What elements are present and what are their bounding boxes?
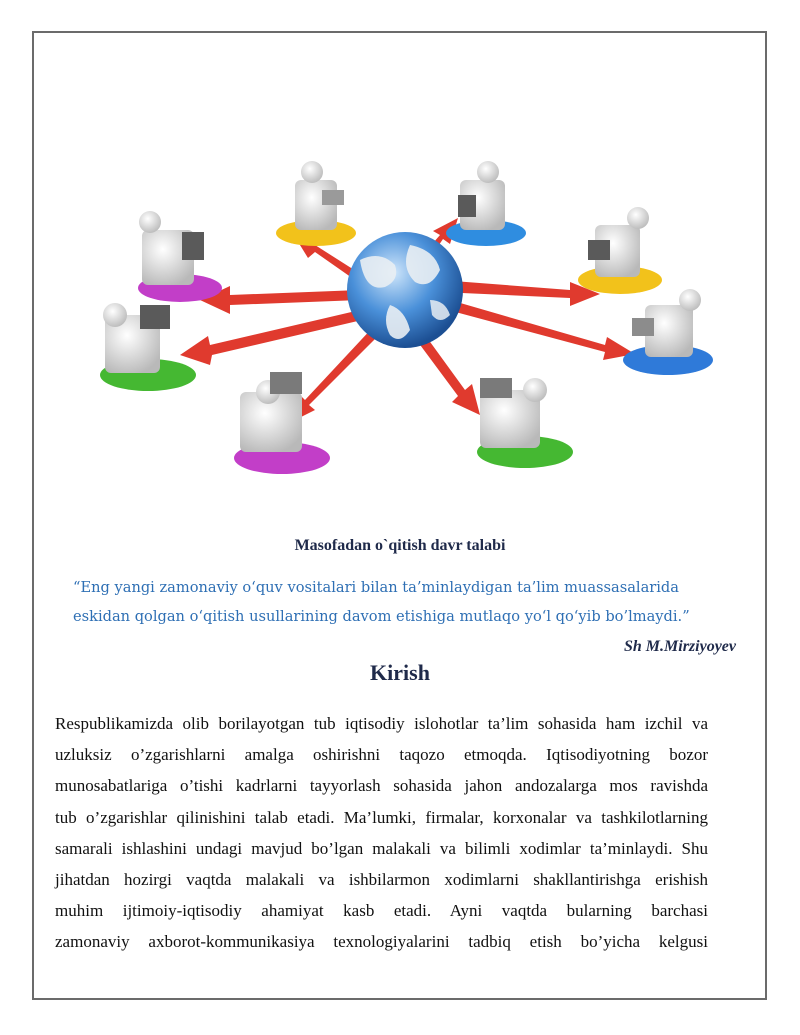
user-platform [623,289,713,375]
paragraph-line: jihatdan hozirgi vaqtda malakali va ishbilarmon xodimlarni shakllantirishga erishish [55,870,708,890]
paragraph-line: munosabatlariga o’tishi kadrlarni tayyorlash sohasida jahon andozalarga mos ravishda [55,776,708,796]
image-caption: Masofadan o`qitish davr talabi [294,537,506,554]
body-paragraph [55,708,708,958]
paragraph-line: zamonaviy axborot-kommunikasiya texnologiyalarini tadbiq etish bo’yicha kelgusi [55,932,708,952]
quote-line: eskidan qolgan o‘qitish usullarining davom etishiga mutlaqo yo‘l qo‘yib bo’lmaydi.” [73,608,690,625]
user-platform [578,207,662,294]
paragraph-line: muhim ijtimoiy-iqtisodiy ahamiyat kasb etadi. Ayni vaqtda bularning barchasi [55,901,708,921]
paragraph-line: tub o’zgarishlar qilinishini talab etadi. Ma’lumki, firmalar, korxonalar va tashkilotlarning [55,807,708,827]
globe [347,232,463,348]
paragraph-line: Respublikamizda olib borilayotgan tub iqtisodiy islohotlar ta’lim sohasida ham izchil va [55,714,708,733]
paragraph-line: uzluksiz o’zgarishlarni amalga oshirishni taqozo etmoqda. Iqtisodiyotning bozor [55,745,708,765]
user-platform [446,161,526,246]
user-platform [276,161,356,246]
quote-line: “Eng yangi zamonaviy o‘quv vositalari bilan ta’minlaydigan ta’lim muassasalarida [73,579,679,596]
user-platform [234,372,330,474]
user-platform [138,211,222,302]
paragraph-line: samarali ishlashini undagi mavjud bo’lgan malakali va bilimli xodimlar ta’minlaydi. Shu [55,838,708,858]
epigraph-quote [73,573,713,631]
network-globe-icon [60,140,750,520]
section-heading: Kirish [370,660,430,685]
user-platform [100,303,196,391]
quote-author: Sh M.Mirziyoyev [624,638,736,655]
user-platform [477,378,573,468]
